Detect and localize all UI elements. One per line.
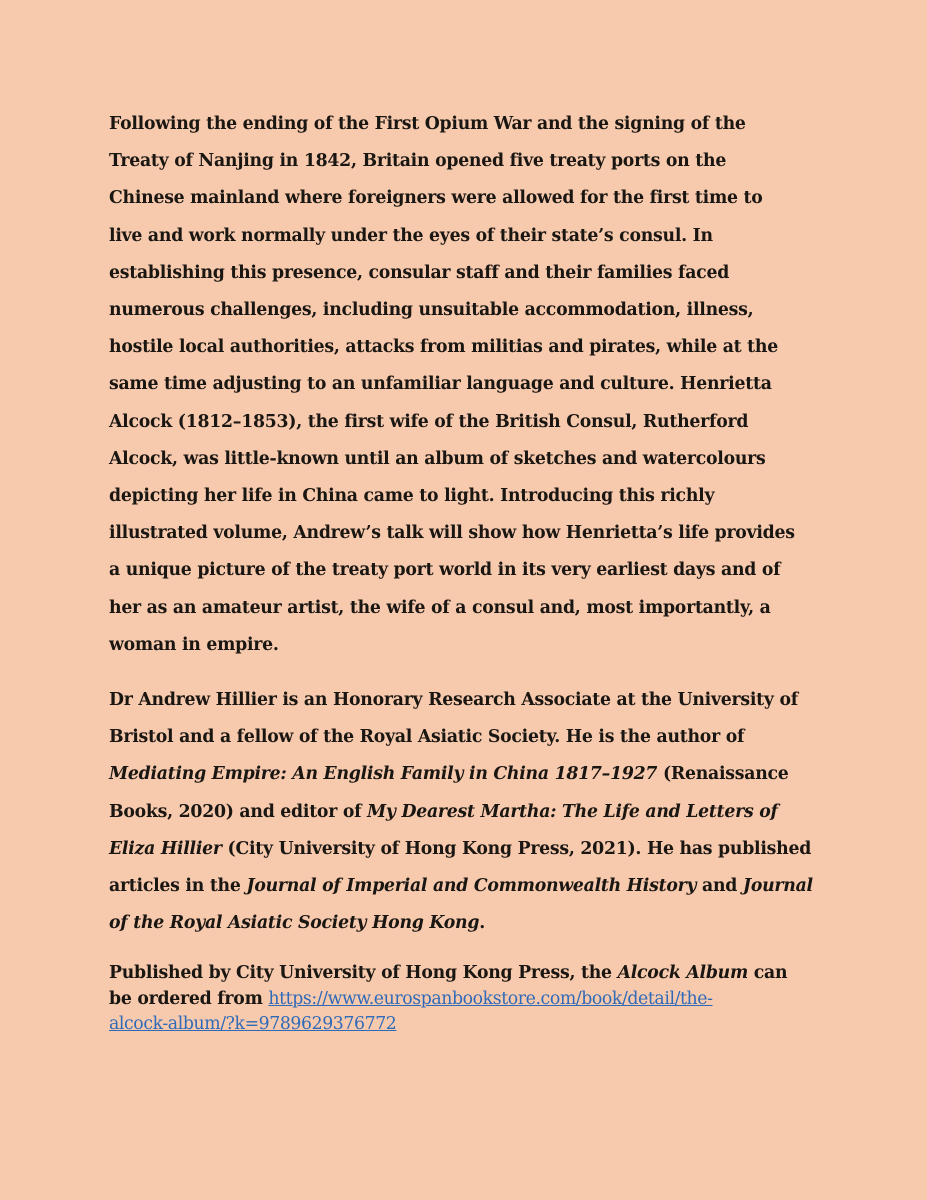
text-fragment: can [748, 963, 788, 984]
text-line: Dr Andrew Hillier is an Honorary Research Associate at the University of [109, 690, 798, 711]
text-line: establishing this presence, consular staff and their families faced [109, 262, 730, 283]
text-fragment: Published by City University of Hong Kong Press, the [109, 963, 618, 984]
text-line: a unique picture of the treaty port world in its very earliest days and of [109, 560, 781, 581]
order-link-continued[interactable]: alcock-album/?k=9789629376772 [109, 1014, 397, 1035]
text-fragment: articles in the [109, 876, 247, 897]
text-line: depicting her life in China came to light. Introducing this richly [109, 486, 715, 507]
text-line [109, 1012, 829, 1038]
book-title-my-dearest-martha-cont: Eliza Hillier [109, 838, 222, 859]
ordering-info-paragraph [109, 961, 829, 1038]
text-line: Following the ending of the First Opium War and the signing of the [109, 114, 746, 134]
book-title-my-dearest-martha: My Dearest Martha: The Life and Letters of [367, 801, 778, 822]
text-fragment: . [479, 913, 485, 934]
text-line: live and work normally under the eyes of their state’s consul. In [109, 225, 713, 246]
text-line: Alcock (1812–1853), the first wife of the British Consul, Rutherford [109, 411, 749, 432]
book-title-mediating-empire: Mediating Empire: An English Family in China 1817–1927 [109, 764, 658, 785]
text-line: woman in empire. [109, 634, 279, 655]
text-fragment: Books, 2020) and editor of [109, 801, 368, 822]
text-line: Alcock, was little-known until an album of sketches and watercolours [109, 448, 766, 469]
text-line: numerous challenges, including unsuitable accommodation, illness, [109, 300, 754, 321]
text-line [109, 987, 829, 1013]
talk-description-paragraph [109, 106, 829, 664]
text-line [109, 905, 829, 942]
text-line [109, 961, 829, 987]
text-fragment: (City University of Hong Kong Press, 2021). He has published [221, 838, 812, 859]
book-title-alcock-album: Alcock Album [617, 963, 749, 984]
text-line: same time adjusting to an unfamiliar language and culture. Henrietta [109, 374, 772, 395]
text-fragment: be ordered from [109, 988, 269, 1009]
text-line: illustrated volume, Andrew’s talk will show how Henrietta’s life provides [109, 523, 795, 544]
text-line [109, 831, 829, 868]
text-line [109, 868, 829, 905]
text-line: her as an amateur artist, the wife of a consul and, most importantly, a [109, 597, 771, 618]
journal-title-ras-hk-cont: of the Royal Asiatic Society Hong Kong [109, 913, 480, 934]
text-line: hostile local authorities, attacks from militias and pirates, while at the [109, 337, 778, 358]
speaker-bio-paragraph [109, 682, 829, 942]
text-line [109, 756, 829, 793]
text-fragment: and [696, 876, 743, 897]
journal-title-ras-hk: Journal [742, 876, 813, 897]
text-fragment: (Renaissance [657, 764, 789, 785]
text-line: Bristol and a fellow of the Royal Asiatic Society. He is the author of [109, 727, 745, 748]
text-line [109, 794, 829, 831]
order-link[interactable]: https://www.eurospanbookstore.com/book/detail/the- [268, 988, 713, 1009]
journal-title-imperial-commonwealth: Journal of Imperial and Commonwealth History [246, 876, 697, 897]
document-page [109, 106, 829, 1038]
text-line: Chinese mainland where foreigners were allowed for the first time to [109, 188, 763, 209]
text-line: Treaty of Nanjing in 1842, Britain opened five treaty ports on the [109, 151, 727, 172]
